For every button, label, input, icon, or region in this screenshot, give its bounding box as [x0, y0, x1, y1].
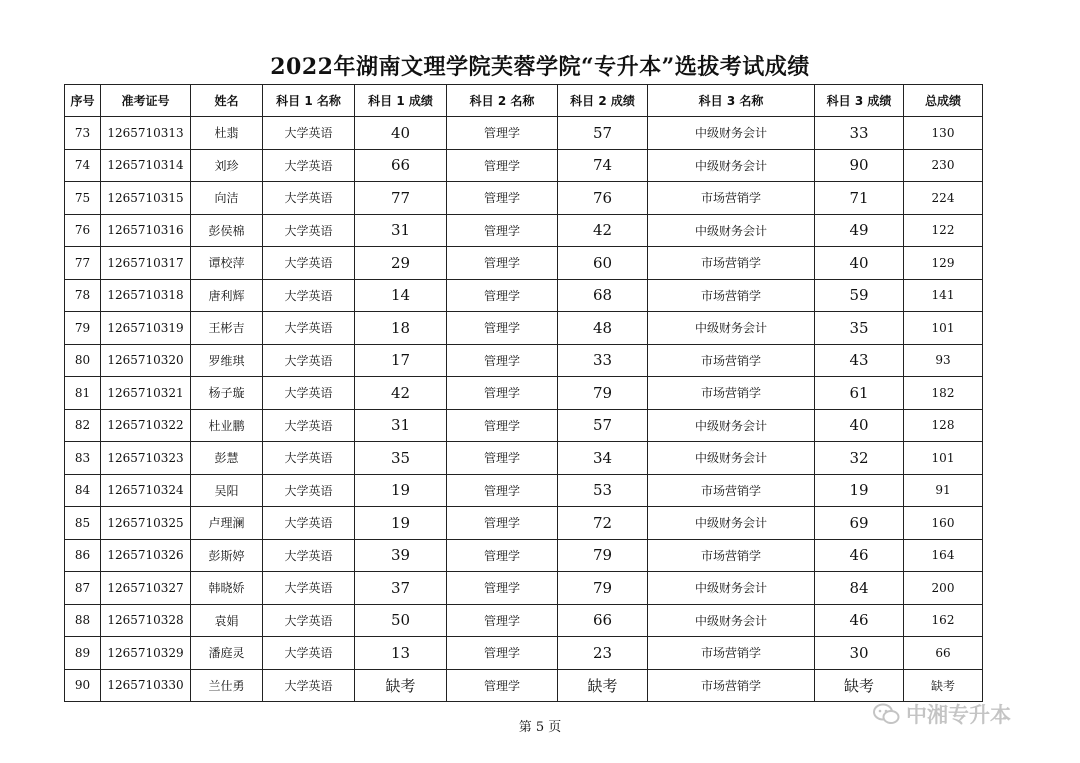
cell-index: 77	[65, 247, 101, 280]
cell-subject2-score: 68	[558, 279, 648, 312]
cell-subject3-name: 中级财务会计	[648, 572, 815, 605]
cell-index: 79	[65, 312, 101, 345]
table-row	[65, 637, 983, 670]
cell-total: 160	[904, 507, 983, 540]
cell-subject1-name: 大学英语	[263, 409, 355, 442]
table-row	[65, 344, 983, 377]
cell-subject3-score: 46	[815, 604, 904, 637]
table-row	[65, 409, 983, 442]
cell-name: 彭斯婷	[191, 539, 263, 572]
cell-subject1-name: 大学英语	[263, 344, 355, 377]
table-row	[65, 474, 983, 507]
header-subject3-score: 科目 3 成绩	[815, 85, 904, 117]
cell-subject3-name: 市场营销学	[648, 344, 815, 377]
cell-subject2-score: 缺考	[558, 669, 648, 702]
table-row	[65, 214, 983, 247]
cell-subject1-name: 大学英语	[263, 182, 355, 215]
cell-subject2-score: 79	[558, 377, 648, 410]
cell-total: 130	[904, 117, 983, 150]
header-index: 序号	[65, 85, 101, 117]
header-subject1-score: 科目 1 成绩	[355, 85, 447, 117]
cell-subject1-name: 大学英语	[263, 117, 355, 150]
table-row	[65, 247, 983, 280]
cell-subject2-name: 管理学	[447, 409, 558, 442]
cell-subject3-score: 40	[815, 247, 904, 280]
cell-subject1-score: 18	[355, 312, 447, 345]
cell-index: 78	[65, 279, 101, 312]
cell-subject2-score: 42	[558, 214, 648, 247]
cell-subject1-score: 31	[355, 409, 447, 442]
cell-exam-id: 1265710314	[101, 149, 191, 182]
cell-subject2-name: 管理学	[447, 182, 558, 215]
table-header-row	[65, 85, 983, 117]
cell-subject1-score: 37	[355, 572, 447, 605]
cell-subject1-name: 大学英语	[263, 214, 355, 247]
cell-subject3-name: 中级财务会计	[648, 442, 815, 475]
cell-subject1-name: 大学英语	[263, 312, 355, 345]
cell-subject2-name: 管理学	[447, 149, 558, 182]
cell-subject1-score: 77	[355, 182, 447, 215]
cell-subject1-name: 大学英语	[263, 377, 355, 410]
cell-total: 128	[904, 409, 983, 442]
cell-subject2-score: 66	[558, 604, 648, 637]
cell-subject3-score: 46	[815, 539, 904, 572]
cell-index: 85	[65, 507, 101, 540]
cell-exam-id: 1265710327	[101, 572, 191, 605]
header-subject1-name: 科目 1 名称	[263, 85, 355, 117]
cell-subject2-name: 管理学	[447, 507, 558, 540]
cell-exam-id: 1265710318	[101, 279, 191, 312]
cell-subject3-score: 49	[815, 214, 904, 247]
cell-subject1-score: 29	[355, 247, 447, 280]
cell-subject2-name: 管理学	[447, 312, 558, 345]
cell-exam-id: 1265710315	[101, 182, 191, 215]
table-row	[65, 572, 983, 605]
cell-subject2-name: 管理学	[447, 572, 558, 605]
cell-subject1-name: 大学英语	[263, 669, 355, 702]
cell-subject1-name: 大学英语	[263, 247, 355, 280]
cell-subject3-name: 中级财务会计	[648, 507, 815, 540]
cell-name: 唐利辉	[191, 279, 263, 312]
watermark-text: 中湘专升本	[906, 703, 1011, 727]
cell-subject2-name: 管理学	[447, 442, 558, 475]
cell-subject1-score: 66	[355, 149, 447, 182]
cell-subject1-name: 大学英语	[263, 149, 355, 182]
table-body	[65, 117, 983, 702]
cell-subject2-name: 管理学	[447, 474, 558, 507]
cell-subject1-name: 大学英语	[263, 572, 355, 605]
cell-subject2-name: 管理学	[447, 377, 558, 410]
header-total: 总成绩	[904, 85, 983, 117]
cell-subject1-name: 大学英语	[263, 279, 355, 312]
cell-subject2-name: 管理学	[447, 279, 558, 312]
cell-subject3-score: 30	[815, 637, 904, 670]
cell-subject1-score: 42	[355, 377, 447, 410]
cell-subject2-score: 72	[558, 507, 648, 540]
cell-subject2-name: 管理学	[447, 637, 558, 670]
cell-index: 86	[65, 539, 101, 572]
cell-subject2-score: 60	[558, 247, 648, 280]
header-subject2-name: 科目 2 名称	[447, 85, 558, 117]
cell-exam-id: 1265710323	[101, 442, 191, 475]
cell-name: 王彬吉	[191, 312, 263, 345]
cell-name: 杜翡	[191, 117, 263, 150]
cell-subject2-score: 57	[558, 117, 648, 150]
cell-exam-id: 1265710325	[101, 507, 191, 540]
cell-exam-id: 1265710316	[101, 214, 191, 247]
cell-index: 76	[65, 214, 101, 247]
cell-subject3-name: 市场营销学	[648, 247, 815, 280]
cell-index: 83	[65, 442, 101, 475]
cell-exam-id: 1265710319	[101, 312, 191, 345]
wechat-icon	[872, 702, 900, 726]
cell-name: 向洁	[191, 182, 263, 215]
cell-subject1-score: 13	[355, 637, 447, 670]
cell-subject2-name: 管理学	[447, 117, 558, 150]
page-title: 2022年湖南文理学院芙蓉学院“专升本”选拔考试成绩	[270, 54, 810, 80]
cell-total: 230	[904, 149, 983, 182]
cell-subject1-score: 19	[355, 474, 447, 507]
cell-subject1-score: 35	[355, 442, 447, 475]
cell-exam-id: 1265710321	[101, 377, 191, 410]
cell-total: 164	[904, 539, 983, 572]
cell-exam-id: 1265710326	[101, 539, 191, 572]
cell-exam-id: 1265710320	[101, 344, 191, 377]
cell-subject2-score: 79	[558, 572, 648, 605]
cell-total: 91	[904, 474, 983, 507]
cell-subject1-score: 40	[355, 117, 447, 150]
cell-subject3-score: 71	[815, 182, 904, 215]
cell-subject3-score: 59	[815, 279, 904, 312]
cell-total: 101	[904, 312, 983, 345]
cell-total: 66	[904, 637, 983, 670]
cell-subject1-score: 50	[355, 604, 447, 637]
cell-name: 潘庭灵	[191, 637, 263, 670]
cell-subject2-name: 管理学	[447, 539, 558, 572]
cell-subject3-name: 市场营销学	[648, 279, 815, 312]
table-row	[65, 442, 983, 475]
cell-total: 93	[904, 344, 983, 377]
cell-name: 罗维琪	[191, 344, 263, 377]
cell-subject3-score: 缺考	[815, 669, 904, 702]
cell-name: 袁娟	[191, 604, 263, 637]
cell-subject3-name: 中级财务会计	[648, 312, 815, 345]
cell-name: 刘珍	[191, 149, 263, 182]
cell-subject3-score: 84	[815, 572, 904, 605]
cell-subject3-name: 中级财务会计	[648, 117, 815, 150]
cell-subject2-name: 管理学	[447, 214, 558, 247]
cell-subject2-name: 管理学	[447, 669, 558, 702]
cell-subject1-score: 缺考	[355, 669, 447, 702]
cell-subject1-score: 39	[355, 539, 447, 572]
cell-total: 129	[904, 247, 983, 280]
cell-subject2-score: 79	[558, 539, 648, 572]
cell-index: 87	[65, 572, 101, 605]
cell-index: 89	[65, 637, 101, 670]
cell-subject2-score: 48	[558, 312, 648, 345]
scores-table	[64, 84, 983, 702]
page-number: 第 5 页	[518, 720, 562, 735]
cell-total: 101	[904, 442, 983, 475]
cell-subject1-name: 大学英语	[263, 539, 355, 572]
cell-subject3-name: 中级财务会计	[648, 604, 815, 637]
cell-subject1-name: 大学英语	[263, 507, 355, 540]
table-row	[65, 312, 983, 345]
cell-subject2-score: 74	[558, 149, 648, 182]
cell-index: 88	[65, 604, 101, 637]
cell-index: 81	[65, 377, 101, 410]
cell-total: 141	[904, 279, 983, 312]
cell-subject3-name: 市场营销学	[648, 474, 815, 507]
cell-subject3-name: 中级财务会计	[648, 214, 815, 247]
cell-subject1-score: 31	[355, 214, 447, 247]
cell-subject3-score: 61	[815, 377, 904, 410]
cell-subject1-score: 14	[355, 279, 447, 312]
cell-subject3-score: 32	[815, 442, 904, 475]
cell-exam-id: 1265710330	[101, 669, 191, 702]
cell-subject1-name: 大学英语	[263, 442, 355, 475]
cell-subject3-score: 69	[815, 507, 904, 540]
cell-subject3-score: 19	[815, 474, 904, 507]
table-row	[65, 149, 983, 182]
cell-subject3-name: 市场营销学	[648, 182, 815, 215]
table-row	[65, 539, 983, 572]
cell-subject2-score: 34	[558, 442, 648, 475]
table-row	[65, 377, 983, 410]
cell-name: 杨子璇	[191, 377, 263, 410]
cell-exam-id: 1265710324	[101, 474, 191, 507]
cell-subject3-name: 中级财务会计	[648, 409, 815, 442]
header-name: 姓名	[191, 85, 263, 117]
cell-subject2-score: 33	[558, 344, 648, 377]
cell-index: 84	[65, 474, 101, 507]
cell-index: 75	[65, 182, 101, 215]
cell-exam-id: 1265710317	[101, 247, 191, 280]
cell-subject2-name: 管理学	[447, 604, 558, 637]
cell-index: 73	[65, 117, 101, 150]
cell-name: 彭慧	[191, 442, 263, 475]
table-row	[65, 669, 983, 702]
cell-subject3-name: 市场营销学	[648, 539, 815, 572]
cell-name: 谭校萍	[191, 247, 263, 280]
cell-subject3-name: 市场营销学	[648, 377, 815, 410]
cell-index: 80	[65, 344, 101, 377]
table-row	[65, 279, 983, 312]
cell-subject1-score: 19	[355, 507, 447, 540]
cell-name: 吴阳	[191, 474, 263, 507]
cell-subject3-name: 中级财务会计	[648, 149, 815, 182]
cell-subject3-score: 40	[815, 409, 904, 442]
cell-name: 卢理澜	[191, 507, 263, 540]
cell-subject1-score: 17	[355, 344, 447, 377]
cell-subject1-name: 大学英语	[263, 604, 355, 637]
cell-subject3-name: 市场营销学	[648, 637, 815, 670]
table-row	[65, 604, 983, 637]
watermark	[872, 700, 1011, 728]
cell-total: 200	[904, 572, 983, 605]
cell-subject3-score: 43	[815, 344, 904, 377]
cell-name: 韩晓娇	[191, 572, 263, 605]
cell-subject2-score: 23	[558, 637, 648, 670]
cell-subject3-score: 90	[815, 149, 904, 182]
cell-name: 兰仕勇	[191, 669, 263, 702]
cell-total: 224	[904, 182, 983, 215]
header-subject2-score: 科目 2 成绩	[558, 85, 648, 117]
cell-subject3-score: 33	[815, 117, 904, 150]
header-subject3-name: 科目 3 名称	[648, 85, 815, 117]
header-exam-id: 准考证号	[101, 85, 191, 117]
cell-total: 162	[904, 604, 983, 637]
cell-subject2-score: 57	[558, 409, 648, 442]
cell-name: 彭侯棉	[191, 214, 263, 247]
cell-exam-id: 1265710313	[101, 117, 191, 150]
cell-total: 122	[904, 214, 983, 247]
cell-total: 缺考	[904, 669, 983, 702]
table-row	[65, 507, 983, 540]
table-row	[65, 182, 983, 215]
table-row	[65, 117, 983, 150]
cell-subject2-name: 管理学	[447, 344, 558, 377]
cell-subject2-score: 76	[558, 182, 648, 215]
cell-subject1-name: 大学英语	[263, 474, 355, 507]
cell-exam-id: 1265710328	[101, 604, 191, 637]
cell-subject2-name: 管理学	[447, 247, 558, 280]
cell-index: 90	[65, 669, 101, 702]
cell-exam-id: 1265710322	[101, 409, 191, 442]
cell-total: 182	[904, 377, 983, 410]
cell-exam-id: 1265710329	[101, 637, 191, 670]
cell-name: 杜业鹏	[191, 409, 263, 442]
cell-subject1-name: 大学英语	[263, 637, 355, 670]
cell-index: 82	[65, 409, 101, 442]
cell-index: 74	[65, 149, 101, 182]
cell-subject3-name: 市场营销学	[648, 669, 815, 702]
cell-subject3-score: 35	[815, 312, 904, 345]
cell-subject2-score: 53	[558, 474, 648, 507]
